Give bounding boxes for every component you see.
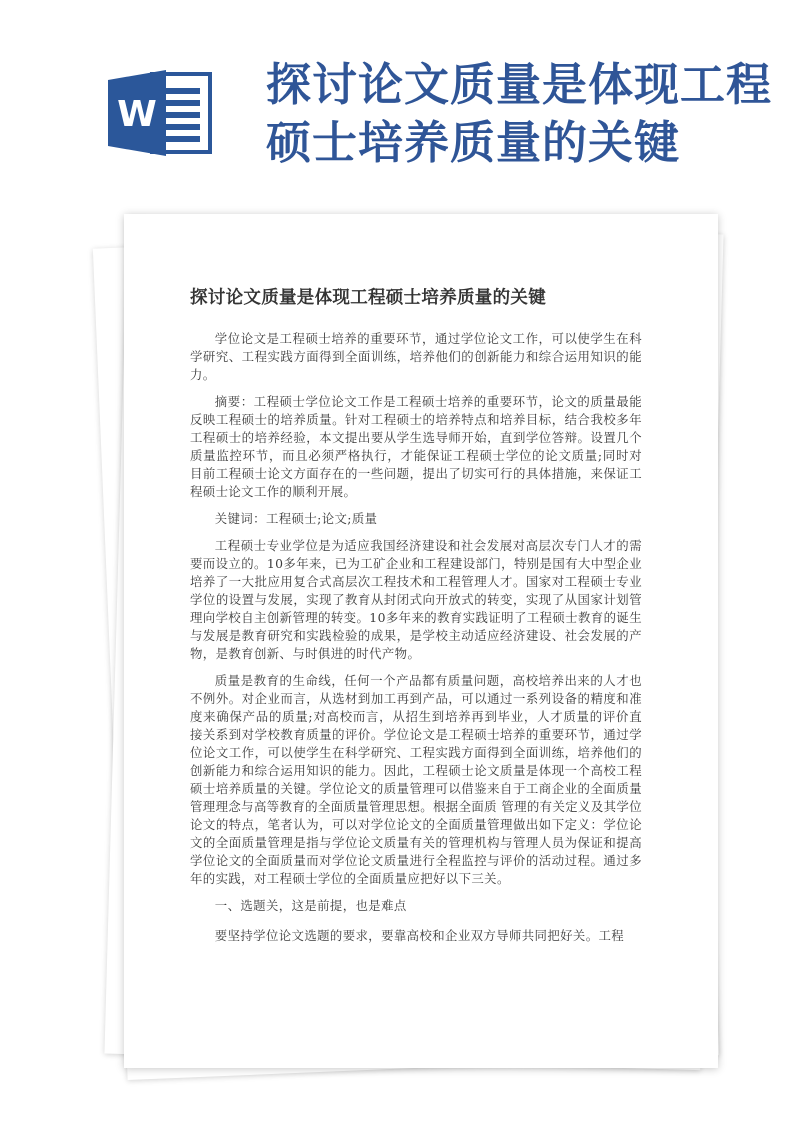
document-title: 探讨论文质量是体现工程硕士培养质量的关键 bbox=[190, 288, 546, 308]
abstract-paragraph: 摘要：工程硕士学位论文工作是工程硕士培养的重要环节，论文的质量最能反映工程硕士的培养质量。针对工程硕士的培养特点和培养目标，结合我校多年工程硕士的培养经验，本文提出要从学生选导师开始，直到学位答辩。设置几个质量监控环节，而且必须严格执行，才能保证工程硕士学位的论文质量;同时对目前工程硕士论文方面存在的一些问题，提出了切实可行的具体措施，来保证工程硕士论文工作的顺利开展。 bbox=[190, 394, 642, 499]
body-paragraph: 质量是教育的生命线，任何一个产品都有质量问题，高校培养出来的人才也不例外。对企业而言，从选材到加工再到产品，可以通过一系列设备的精度和准度来确保产品的质量;对高校而言，从招生到培养再到毕业，人才质量的评价直接关系到对学校教育质量的评价。学位论文是工程硕士培养的重要环节，通过学位论文工作，可以使学生在科学研究、工程实践方面得到全面训练，培养他们的创新能力和综合运用知识的能力。因此，工程硕士论文质量是体现一个高校工程硕士培养质量的关键。学位论文的质量管理可以借鉴来自于工商企业的全面质量管理理念与高等教育的全面质量管理思想。根据全面质 管理的有关定义及其学位论文的特点，笔者认为，可以对学位论文的全面质量管理做出如下定义：学位论文的全面质量管理是指与学位论文质量有关的管理机构与管理人员为保证和提高学位论文的全面质量而对学位论文质量进行全程监控与评价的活动过程。通过多年的实践，对工程硕士学位的全面质量应把好以下三关。 bbox=[190, 673, 643, 886]
body-paragraph: 工程硕士专业学位是为适应我国经济建设和社会发展对高层次专门人才的需要而设立的。10多年来，已为工矿企业和工程建设部门，特别是国有大中型企业培养了一大批应用复合式高层次工程技术和工程管理人才。国家对工程硕士专业学位的设置与发展，实现了教育从封闭式向开放式的转变，实现了从国家计划管理向学校自主创新管理的转变。10多年来的教育实践证明了工程硕士教育的诞生与发展是教育研究和实践检验的成果，是学校主动适应经济建设、社会发展的产物，是教育创新、与时俱进的时代产物。 bbox=[190, 538, 642, 661]
document-body bbox=[190, 330, 642, 954]
intro-paragraph: 学位论文是工程硕士培养的重要环节，通过学位论文工作，可以使学生在科学研究、工程实践方面得到全面训练，培养他们的创新能力和综合运用知识的能力。 bbox=[190, 331, 642, 382]
body-paragraph: 要坚持学位论文选题的要求，要靠高校和企业双方导师共同把好关。工程 bbox=[214, 928, 625, 943]
keywords-paragraph: 关键词：工程硕士;论文;质量 bbox=[214, 511, 378, 526]
section-heading: 一、选题关，这是前提，也是难点 bbox=[214, 898, 407, 913]
document-page bbox=[124, 214, 718, 1068]
word-document-icon bbox=[106, 68, 222, 158]
svg-text:W: W bbox=[117, 94, 157, 135]
banner-title: 探讨论文质量是体现工程硕士培养质量的关键 bbox=[266, 58, 773, 169]
